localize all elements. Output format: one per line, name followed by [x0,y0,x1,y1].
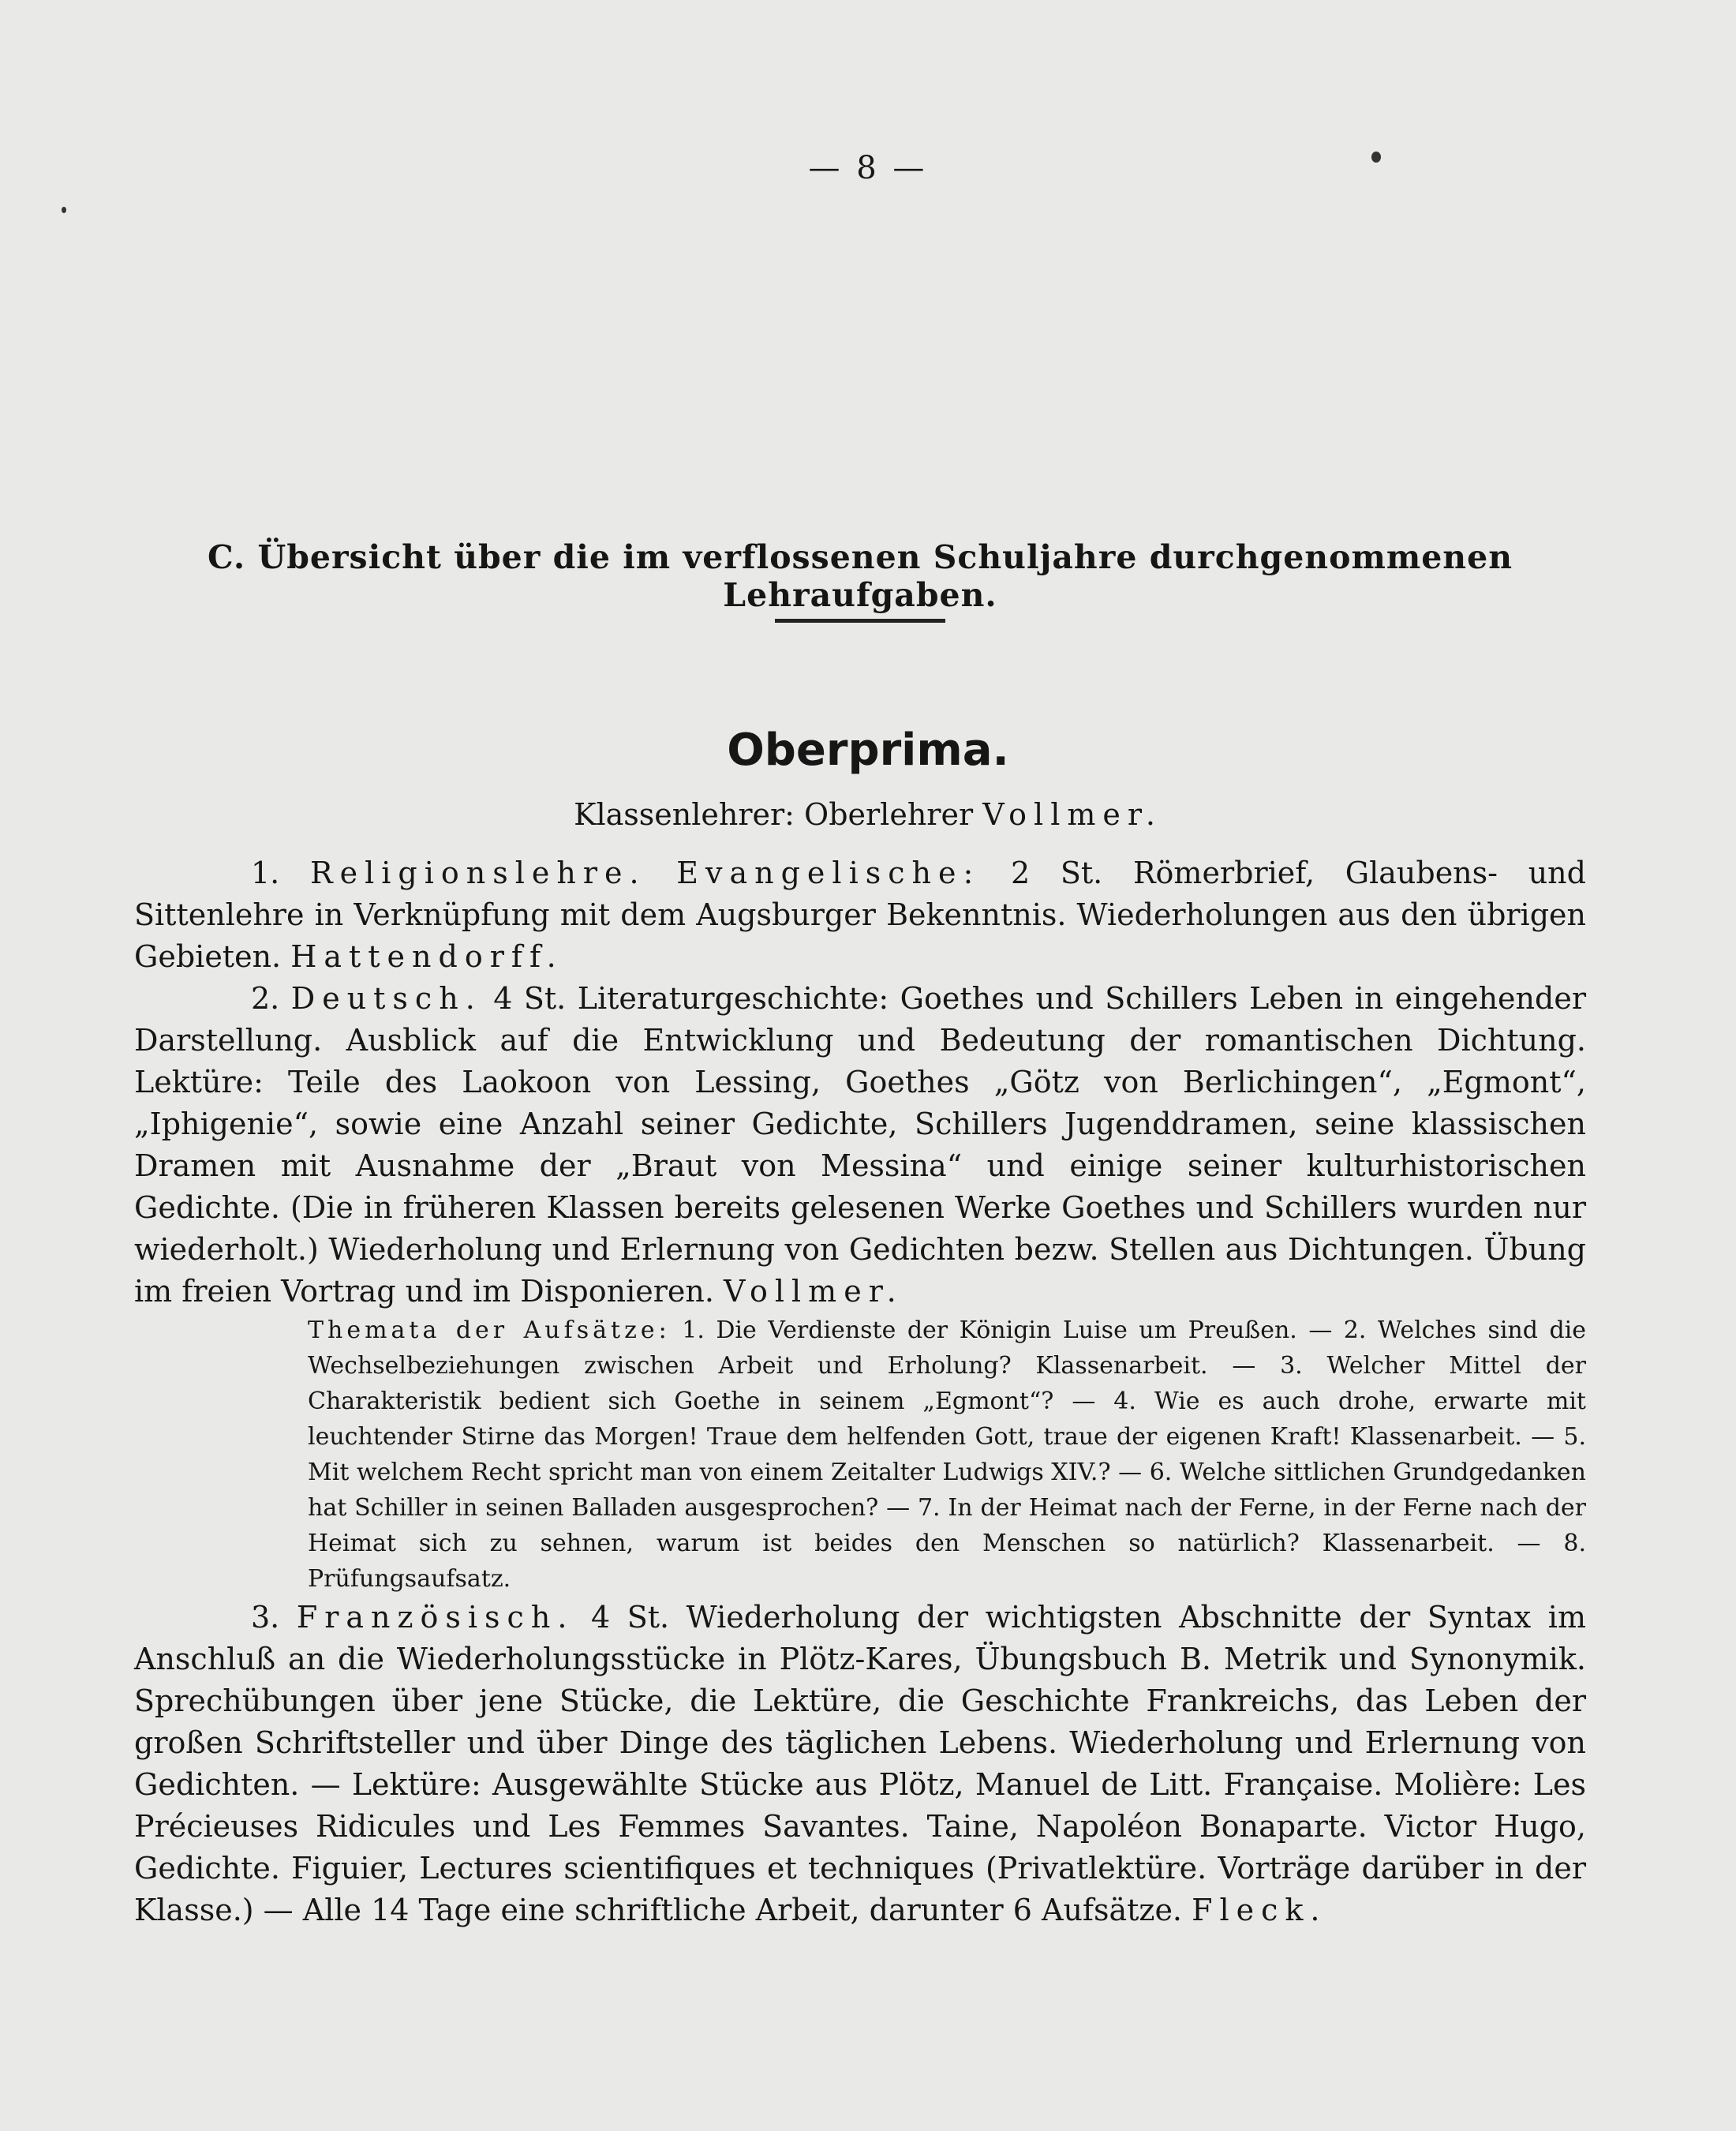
lesson-overview [134,852,1586,1931]
page-number: — 8 — [808,150,928,186]
scan-speck [1371,152,1381,163]
class-teacher-name: Vollmer. [982,797,1162,832]
subject-number: 3. [251,1600,280,1635]
subject-german [134,978,1586,1313]
subject-name: Religionslehre. [309,856,646,890]
subject-religion [134,852,1586,978]
subject-text: 2 St. Römerbrief, Glaubens- und Sittenlehre in Verknüpfung mit dem Augsburger Bekenntnis. Wiederholungen aus den übrigen Gebieten. [134,856,1586,974]
subject-subtitle: Evangelische: [676,856,981,890]
essay-themes [308,1313,1586,1597]
title-divider [775,619,945,623]
essay-themes-text: 1. Die Verdienste der Königin Luise um Preußen. — 2. Welches sind die Wechselbeziehungen zwischen Arbeit und Erholung? Klassenarbeit. — 3. Welcher Mittel der Charakteristik bedient sich Goethe in seinem „Egmont“? — 4. Wie es auch drohe, erwarte mit leuchtender Stirne das Morgen! Traue dem helfenden Gott, traue der eigenen Kraft! Klassenarbeit. — 5. Mit welchem Recht spricht man von einem Zeitalter Ludwigs XIV.? — 6. Welche sittlichen Grundgedanken hat Schiller in seinen Balladen ausgesprochen? — 7. In der Heimat nach der Ferne, in der Ferne nach der Heimat sich zu sehnen, warum ist beides den Menschen so natürlich? Klassenarbeit. — 8. Prüfungsaufsatz. [308,1316,1586,1593]
subject-text: 4 St. Literaturgeschichte: Goethes und Schillers Leben in eingehender Darstellung. Ausblick auf die Entwicklung und Bedeutung der romantischen Dichtung. Lektüre: Teile des Laokoon von Lessing, Goethes „Götz von Berlichingen“, „Egmont“, „Iphigenie“, sowie eine Anzahl seiner Gedichte, Schillers Jugenddramen, seine klassischen Dramen mit Ausnahme der „Braut von Messina“ und einige seiner kulturhistorischen Gedichte. (Die in früheren Klassen bereits gelesenen Werke Goethes und Schillers wurden nur wiederholt.) Wiederholung und Erlernung von Gedichten bezw. Stellen aus Dichtungen. Übung im freien Vortrag und im Disponieren. [134,981,1586,1309]
subject-name: Französisch. [296,1600,574,1635]
subject-text: 4 St. Wiederholung der wichtigsten Abschnitte der Syntax im Anschluß an die Wiederholungsstücke in Plötz-Kares, Übungsbuch B. Metrik und Synonymik. Sprechübungen über jene Stücke, die Lektüre, die Geschichte Frankreichs, das Leben der großen Schriftsteller und über Dinge des täglichen Lebens. Wiederholung und Erlernung von Gedichten. — Lektüre: Ausgewählte Stücke aus Plötz, Manuel de Litt. Française. Molière: Les Précieuses Ridicules und Les Femmes Savantes. Taine, Napoléon Bonaparte. Victor Hugo, Gedichte. Figuier, Lectures scientifiques et techniques (Privatlektüre. Vorträge darüber in der Klasse.) — Alle 14 Tage eine schriftliche Arbeit, darunter 6 Aufsätze. [134,1600,1586,1927]
subject-number: 1. [251,856,280,890]
scan-speck [62,207,66,213]
subject-teacher: Vollmer. [724,1274,904,1309]
class-teacher-line [0,797,1736,832]
subject-teacher: Fleck. [1192,1893,1327,1927]
subject-number: 2. [251,981,280,1016]
subject-teacher: Hattendorff. [290,939,563,974]
section-title: C. Übersicht über die im verflossenen Schuljahre durchgenommenen Lehraufgaben. [207,538,1513,614]
essay-themes-label: Themata der Aufsätze: [308,1316,671,1344]
subject-name: Deutsch. [290,981,482,1016]
class-title: Oberprima. [727,725,1009,776]
class-teacher-label: Klassenlehrer: Oberlehrer [574,797,974,832]
subject-french [134,1597,1586,1931]
